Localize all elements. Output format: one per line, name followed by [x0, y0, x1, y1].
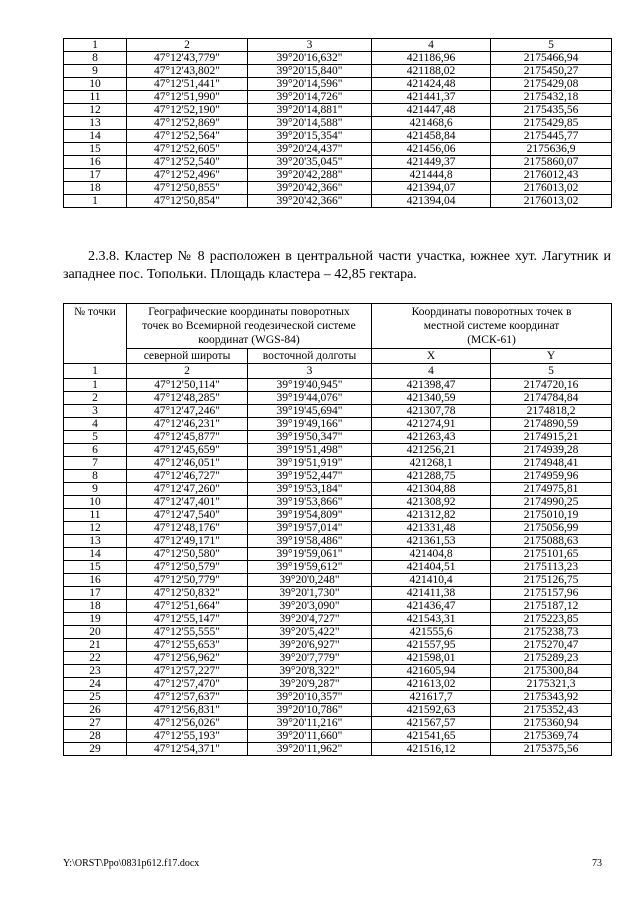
x-cell: 421449,37	[372, 156, 491, 169]
point-number-cell: 11	[64, 509, 127, 522]
latitude-cell: 47°12'56,831"	[127, 704, 248, 717]
table-row	[64, 548, 612, 561]
longitude-cell: 39°20'11,660"	[248, 730, 372, 743]
point-number-cell: 27	[64, 717, 127, 730]
point-number-cell: 10	[64, 496, 127, 509]
y-cell: 2175432,18	[491, 91, 612, 104]
longitude-cell: 39°20'11,962"	[248, 743, 372, 756]
table-row	[64, 743, 612, 756]
table-row	[64, 65, 612, 78]
longitude-cell: 39°20'14,596"	[248, 78, 372, 91]
latitude-cell: 47°12'47,260"	[127, 483, 248, 496]
latitude-cell: 47°12'55,193"	[127, 730, 248, 743]
column-number-row	[64, 364, 612, 379]
longitude-cell: 39°19'45,694"	[248, 405, 372, 418]
point-number-cell: 18	[64, 600, 127, 613]
x-cell: 421592,63	[372, 704, 491, 717]
x-cell: 421288,75	[372, 470, 491, 483]
x-cell: 421340,59	[372, 392, 491, 405]
y-cell: 2174939,28	[491, 444, 612, 457]
y-cell: 2174890,59	[491, 418, 612, 431]
table-row	[64, 130, 612, 143]
x-cell: 421441,37	[372, 91, 491, 104]
longitude-cell: 39°19'53,866"	[248, 496, 372, 509]
latitude-cell: 47°12'46,051"	[127, 457, 248, 470]
point-number-cell: 9	[64, 483, 127, 496]
table-row	[64, 431, 612, 444]
y-cell: 2175360,94	[491, 717, 612, 730]
point-number-header: № точки	[64, 304, 127, 364]
x-cell: 421411,38	[372, 587, 491, 600]
point-number-cell: 28	[64, 730, 127, 743]
y-cell: 2176013,02	[491, 182, 612, 195]
point-number-cell: 3	[64, 405, 127, 418]
point-number-cell: 20	[64, 626, 127, 639]
y-cell: 2174959,96	[491, 470, 612, 483]
longitude-cell: 39°20'7,779"	[248, 652, 372, 665]
local-coords-header: Координаты поворотных точек в местной системе координат (МСК-61)	[372, 304, 612, 349]
point-number-cell: 4	[64, 418, 127, 431]
table-row	[64, 704, 612, 717]
y-cell: 2175321,3	[491, 678, 612, 691]
longitude-cell: 39°20'42,366"	[248, 195, 372, 208]
column-number: 3	[248, 39, 372, 52]
point-number-cell: 15	[64, 561, 127, 574]
longitude-cell: 39°19'59,061"	[248, 548, 372, 561]
table-row	[64, 52, 612, 65]
point-number-cell: 13	[64, 117, 127, 130]
y-cell: 2175113,23	[491, 561, 612, 574]
y-cell: 2174990,25	[491, 496, 612, 509]
geo-coords-header: Географические координаты поворотных точек во Всемирной геодезической системе координат (WGS-84)	[127, 304, 372, 349]
x-cell: 421394,04	[372, 195, 491, 208]
longitude-cell: 39°20'5,422"	[248, 626, 372, 639]
latitude-cell: 47°12'45,877"	[127, 431, 248, 444]
y-cell: 2174818,2	[491, 405, 612, 418]
longitude-cell: 39°20'14,588"	[248, 117, 372, 130]
longitude-cell: 39°20'0,248"	[248, 574, 372, 587]
x-cell: 421516,12	[372, 743, 491, 756]
point-number-cell: 11	[64, 91, 127, 104]
x-cell: 421308,92	[372, 496, 491, 509]
latitude-cell: 47°12'47,246"	[127, 405, 248, 418]
longitude-cell: 39°19'52,447"	[248, 470, 372, 483]
point-number-cell: 1	[64, 379, 127, 392]
table-row	[64, 483, 612, 496]
latitude-cell: 47°12'54,371"	[127, 743, 248, 756]
longitude-cell: 39°20'42,366"	[248, 182, 372, 195]
longitude-cell: 39°20'14,881"	[248, 104, 372, 117]
x-cell: 421458,84	[372, 130, 491, 143]
x-cell: 421186,96	[372, 52, 491, 65]
table-row	[64, 691, 612, 704]
y-cell: 2175352,43	[491, 704, 612, 717]
latitude-cell: 47°12'50,579"	[127, 561, 248, 574]
point-number-cell: 12	[64, 104, 127, 117]
point-number-cell: 19	[64, 613, 127, 626]
y-cell: 2175187,12	[491, 600, 612, 613]
point-number-cell: 14	[64, 130, 127, 143]
x-cell: 421394,07	[372, 182, 491, 195]
table-row	[64, 195, 612, 208]
longitude-cell: 39°19'58,486"	[248, 535, 372, 548]
table-row	[64, 78, 612, 91]
y-cell: 2175088,63	[491, 535, 612, 548]
table-row	[64, 143, 612, 156]
x-cell: 421398,47	[372, 379, 491, 392]
latitude-cell: 47°12'51,990"	[127, 91, 248, 104]
x-cell: 421424,48	[372, 78, 491, 91]
longitude-cell: 39°20'8,322"	[248, 665, 372, 678]
latitude-cell: 47°12'47,540"	[127, 509, 248, 522]
x-cell: 421613,02	[372, 678, 491, 691]
table-row	[64, 444, 612, 457]
point-number-cell: 12	[64, 522, 127, 535]
y-cell: 2175157,96	[491, 587, 612, 600]
x-cell: 421404,51	[372, 561, 491, 574]
longitude-header: восточной долготы	[248, 349, 372, 364]
y-cell: 2174975,81	[491, 483, 612, 496]
y-cell: 2175445,77	[491, 130, 612, 143]
x-cell: 421274,91	[372, 418, 491, 431]
y-cell: 2175860,07	[491, 156, 612, 169]
point-number-cell: 16	[64, 574, 127, 587]
x-cell: 421605,94	[372, 665, 491, 678]
column-number: 4	[372, 364, 491, 379]
y-cell: 2174720,16	[491, 379, 612, 392]
x-cell: 421557,95	[372, 639, 491, 652]
y-cell: 2175450,27	[491, 65, 612, 78]
table-row	[64, 117, 612, 130]
latitude-cell: 47°12'51,664"	[127, 600, 248, 613]
point-number-cell: 22	[64, 652, 127, 665]
latitude-cell: 47°12'57,637"	[127, 691, 248, 704]
longitude-cell: 39°19'49,166"	[248, 418, 372, 431]
longitude-cell: 39°19'51,498"	[248, 444, 372, 457]
point-number-cell: 5	[64, 431, 127, 444]
x-cell: 421436,47	[372, 600, 491, 613]
point-number-cell: 26	[64, 704, 127, 717]
latitude-cell: 47°12'50,854"	[127, 195, 248, 208]
point-number-cell: 7	[64, 457, 127, 470]
latitude-cell: 47°12'46,727"	[127, 470, 248, 483]
latitude-cell: 47°12'55,653"	[127, 639, 248, 652]
table-row	[64, 730, 612, 743]
point-number-cell: 29	[64, 743, 127, 756]
longitude-cell: 39°20'9,287"	[248, 678, 372, 691]
point-number-cell: 17	[64, 587, 127, 600]
point-number-cell: 8	[64, 52, 127, 65]
x-cell: 421543,31	[372, 613, 491, 626]
x-cell: 421188,02	[372, 65, 491, 78]
column-number: 5	[491, 39, 612, 52]
x-cell: 421312,82	[372, 509, 491, 522]
y-cell: 2175101,65	[491, 548, 612, 561]
point-number-cell: 16	[64, 156, 127, 169]
x-cell: 421268,1	[372, 457, 491, 470]
point-number-cell: 8	[64, 470, 127, 483]
coordinates-table-cluster-8	[63, 303, 612, 756]
x-cell: 421444,8	[372, 169, 491, 182]
table-row	[64, 104, 612, 117]
x-cell: 421304,88	[372, 483, 491, 496]
point-number-cell: 1	[64, 195, 127, 208]
longitude-cell: 39°20'24,437"	[248, 143, 372, 156]
coordinates-table-cluster-7-continued	[63, 38, 612, 208]
x-cell: 421447,48	[372, 104, 491, 117]
longitude-cell: 39°20'10,786"	[248, 704, 372, 717]
latitude-cell: 47°12'50,114"	[127, 379, 248, 392]
x-cell: 421256,21	[372, 444, 491, 457]
y-cell: 2174915,21	[491, 431, 612, 444]
latitude-cell: 47°12'52,496"	[127, 169, 248, 182]
cluster-8-description: 2.3.8. Кластер № 8 расположен в центральной части участка, южнее хут. Лагутник и западнее пос. Топольки. Площадь кластера – 42,85 гектара.	[63, 249, 611, 282]
x-cell: 421263,43	[372, 431, 491, 444]
longitude-cell: 39°20'14,726"	[248, 91, 372, 104]
latitude-cell: 47°12'50,832"	[127, 587, 248, 600]
longitude-cell: 39°19'40,945"	[248, 379, 372, 392]
x-cell: 421617,7	[372, 691, 491, 704]
x-cell: 421331,48	[372, 522, 491, 535]
x-cell: 421307,78	[372, 405, 491, 418]
point-number-cell: 6	[64, 444, 127, 457]
y-cell: 2175010,19	[491, 509, 612, 522]
latitude-cell: 47°12'50,580"	[127, 548, 248, 561]
y-cell: 2175238,73	[491, 626, 612, 639]
point-number-cell: 9	[64, 65, 127, 78]
y-cell: 2175126,75	[491, 574, 612, 587]
y-cell: 2175369,74	[491, 730, 612, 743]
point-number-cell: 15	[64, 143, 127, 156]
column-number: 1	[64, 39, 127, 52]
table-row	[64, 639, 612, 652]
latitude-cell: 47°12'50,855"	[127, 182, 248, 195]
latitude-header: северной широты	[127, 349, 248, 364]
point-number-cell: 23	[64, 665, 127, 678]
point-number-cell: 14	[64, 548, 127, 561]
page-number: 73	[592, 858, 602, 869]
x-cell: 421361,53	[372, 535, 491, 548]
table-row	[64, 169, 612, 182]
latitude-cell: 47°12'52,869"	[127, 117, 248, 130]
table-row	[64, 457, 612, 470]
longitude-cell: 39°20'35,045"	[248, 156, 372, 169]
point-number-cell: 24	[64, 678, 127, 691]
table-row	[64, 652, 612, 665]
table-row	[64, 91, 612, 104]
point-number-cell: 13	[64, 535, 127, 548]
y-header: Y	[491, 349, 612, 364]
latitude-cell: 47°12'47,401"	[127, 496, 248, 509]
table-body	[64, 52, 612, 208]
longitude-cell: 39°20'10,357"	[248, 691, 372, 704]
column-number: 1	[64, 364, 127, 379]
x-cell: 421567,57	[372, 717, 491, 730]
y-cell: 2175289,23	[491, 652, 612, 665]
point-number-cell: 17	[64, 169, 127, 182]
point-number-cell: 21	[64, 639, 127, 652]
longitude-cell: 39°20'16,632"	[248, 52, 372, 65]
y-cell: 2175466,94	[491, 52, 612, 65]
table-row	[64, 156, 612, 169]
latitude-cell: 47°12'55,147"	[127, 613, 248, 626]
table-row	[64, 613, 612, 626]
y-cell: 2175636,9	[491, 143, 612, 156]
latitude-cell: 47°12'52,190"	[127, 104, 248, 117]
header-row	[64, 304, 612, 349]
longitude-cell: 39°19'51,919"	[248, 457, 372, 470]
column-number: 5	[491, 364, 612, 379]
table-row	[64, 574, 612, 587]
y-cell: 2175300,84	[491, 665, 612, 678]
x-header: X	[372, 349, 491, 364]
latitude-cell: 47°12'50,779"	[127, 574, 248, 587]
latitude-cell: 47°12'55,555"	[127, 626, 248, 639]
longitude-cell: 39°19'57,014"	[248, 522, 372, 535]
table-row	[64, 418, 612, 431]
column-number: 2	[127, 39, 248, 52]
latitude-cell: 47°12'49,171"	[127, 535, 248, 548]
longitude-cell: 39°19'44,076"	[248, 392, 372, 405]
longitude-cell: 39°20'15,354"	[248, 130, 372, 143]
y-cell: 2175429,85	[491, 117, 612, 130]
subheader-row	[64, 349, 612, 364]
table-row	[64, 717, 612, 730]
longitude-cell: 39°19'54,809"	[248, 509, 372, 522]
longitude-cell: 39°20'11,216"	[248, 717, 372, 730]
y-cell: 2176013,02	[491, 195, 612, 208]
y-cell: 2175270,47	[491, 639, 612, 652]
latitude-cell: 47°12'43,802"	[127, 65, 248, 78]
point-number-cell: 10	[64, 78, 127, 91]
x-cell: 421468,6	[372, 117, 491, 130]
y-cell: 2176012,43	[491, 169, 612, 182]
table-row	[64, 561, 612, 574]
longitude-cell: 39°20'15,840"	[248, 65, 372, 78]
latitude-cell: 47°12'51,441"	[127, 78, 248, 91]
latitude-cell: 47°12'52,605"	[127, 143, 248, 156]
table-row	[64, 587, 612, 600]
latitude-cell: 47°12'52,540"	[127, 156, 248, 169]
x-cell: 421410,4	[372, 574, 491, 587]
x-cell: 421456,06	[372, 143, 491, 156]
document-path: Y:\ORST\Ppo\0831p612.f17.docx	[63, 858, 200, 869]
y-cell: 2175375,56	[491, 743, 612, 756]
table-row	[64, 600, 612, 613]
table-row	[64, 509, 612, 522]
table-row	[64, 182, 612, 195]
table-row	[64, 392, 612, 405]
table-row	[64, 470, 612, 483]
latitude-cell: 47°12'43,779"	[127, 52, 248, 65]
y-cell: 2175223,85	[491, 613, 612, 626]
x-cell: 421541,65	[372, 730, 491, 743]
y-cell: 2175056,99	[491, 522, 612, 535]
x-cell: 421404,8	[372, 548, 491, 561]
longitude-cell: 39°20'4,727"	[248, 613, 372, 626]
table-row	[64, 535, 612, 548]
latitude-cell: 47°12'56,026"	[127, 717, 248, 730]
y-cell: 2174784,84	[491, 392, 612, 405]
table-row	[64, 405, 612, 418]
column-number: 3	[248, 364, 372, 379]
latitude-cell: 47°12'48,176"	[127, 522, 248, 535]
latitude-cell: 47°12'56,962"	[127, 652, 248, 665]
table-row	[64, 522, 612, 535]
table-row	[64, 379, 612, 392]
longitude-cell: 39°20'3,090"	[248, 600, 372, 613]
x-cell: 421598,01	[372, 652, 491, 665]
x-cell: 421555,6	[372, 626, 491, 639]
table-row	[64, 626, 612, 639]
latitude-cell: 47°12'52,564"	[127, 130, 248, 143]
point-number-cell: 18	[64, 182, 127, 195]
column-number-row	[64, 39, 612, 52]
point-number-cell: 25	[64, 691, 127, 704]
y-cell: 2174948,41	[491, 457, 612, 470]
column-number: 4	[372, 39, 491, 52]
latitude-cell: 47°12'46,231"	[127, 418, 248, 431]
table-body	[64, 379, 612, 756]
latitude-cell: 47°12'45,659"	[127, 444, 248, 457]
y-cell: 2175429,08	[491, 78, 612, 91]
table-row	[64, 496, 612, 509]
longitude-cell: 39°19'53,184"	[248, 483, 372, 496]
longitude-cell: 39°20'6,927"	[248, 639, 372, 652]
table-row	[64, 665, 612, 678]
y-cell: 2175343,92	[491, 691, 612, 704]
longitude-cell: 39°20'42,288"	[248, 169, 372, 182]
latitude-cell: 47°12'48,285"	[127, 392, 248, 405]
latitude-cell: 47°12'57,470"	[127, 678, 248, 691]
longitude-cell: 39°19'59,612"	[248, 561, 372, 574]
longitude-cell: 39°20'1,730"	[248, 587, 372, 600]
longitude-cell: 39°19'50,347"	[248, 431, 372, 444]
latitude-cell: 47°12'57,227"	[127, 665, 248, 678]
y-cell: 2175435,56	[491, 104, 612, 117]
point-number-cell: 2	[64, 392, 127, 405]
table-row	[64, 678, 612, 691]
column-number: 2	[127, 364, 248, 379]
